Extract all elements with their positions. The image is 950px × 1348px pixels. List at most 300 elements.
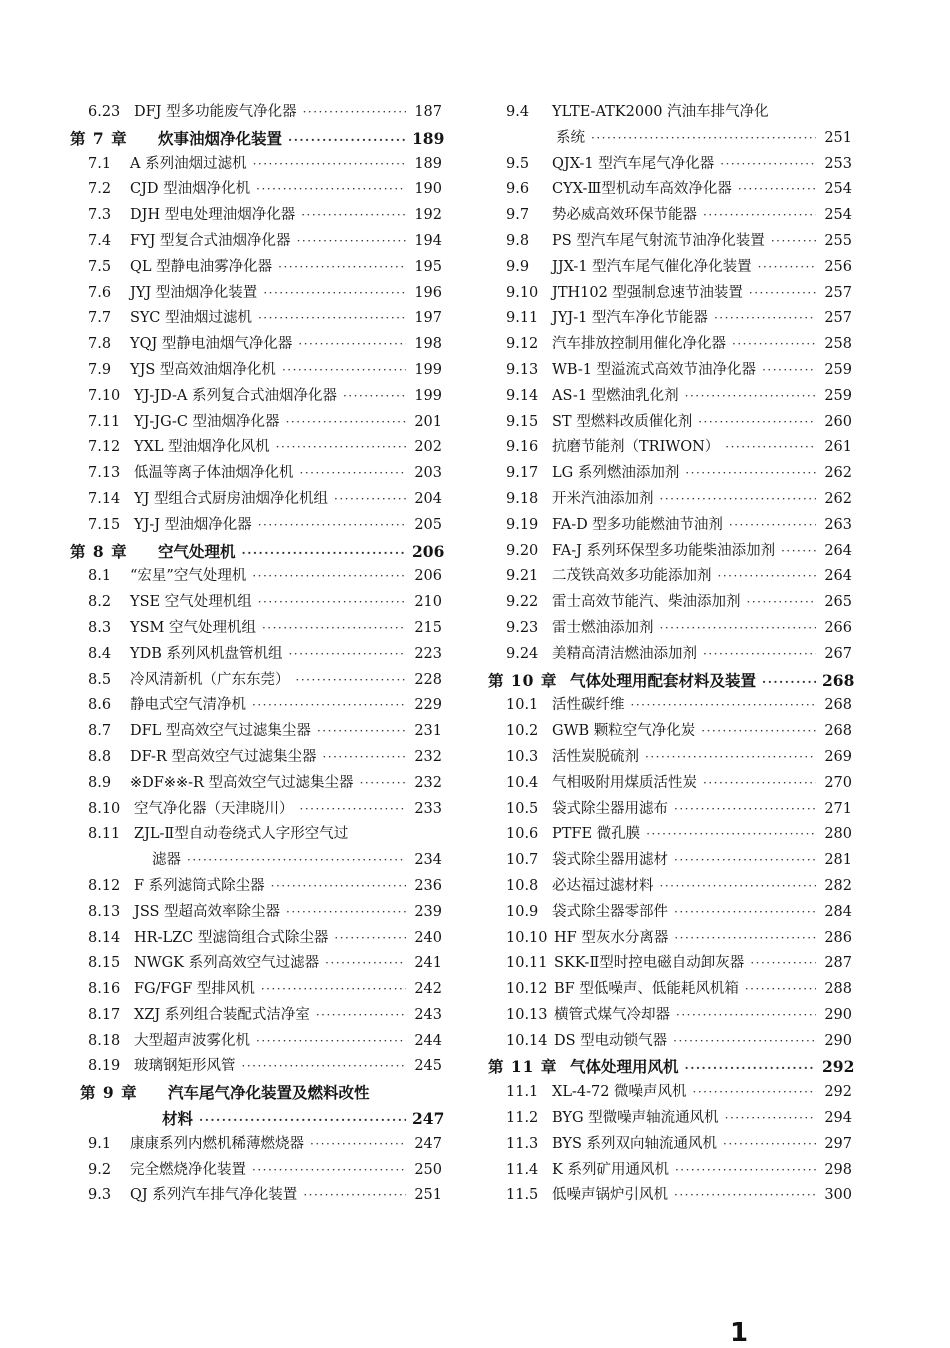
entry-title: 材料 xyxy=(162,1109,194,1129)
dot-leader xyxy=(288,128,406,154)
entry-title: XL-4-72 微噪声风机 xyxy=(552,1084,687,1101)
dot-leader xyxy=(762,358,816,384)
page-ref: 259 xyxy=(824,387,852,404)
page-ref: 263 xyxy=(824,516,852,533)
page-ref: 202 xyxy=(414,439,442,456)
toc-entry xyxy=(488,1158,852,1184)
page-ref: 254 xyxy=(824,181,852,198)
toc-entry xyxy=(70,926,442,952)
toc-entry xyxy=(488,771,852,797)
dot-leader xyxy=(718,564,817,590)
toc-entry xyxy=(70,745,442,771)
page-ref: 282 xyxy=(824,877,852,894)
entry-title: YJS 型高效油烟净化机 xyxy=(130,361,276,378)
toc-entry xyxy=(488,1029,852,1055)
dot-leader xyxy=(646,822,816,848)
entry-title: YQJ 型静电油烟气净化器 xyxy=(130,336,293,353)
page-ref: 189 xyxy=(412,128,445,148)
section-number: 8.8 xyxy=(88,748,112,765)
dot-leader xyxy=(317,719,406,745)
page-ref: 243 xyxy=(414,1006,442,1023)
entry-title: QJX-1 型汽车尾气净化器 xyxy=(552,155,715,172)
dot-leader xyxy=(781,539,816,565)
page-ref: 298 xyxy=(824,1161,852,1178)
section-number: 9.22 xyxy=(506,594,539,611)
dot-leader xyxy=(693,1080,816,1106)
page-ref: 292 xyxy=(824,1084,852,1101)
toc-entry xyxy=(488,822,852,848)
entry-title: “宏星”空气处理机 xyxy=(130,568,247,585)
toc-entry xyxy=(70,384,442,410)
toc-entry xyxy=(70,1003,442,1029)
dot-leader xyxy=(720,152,816,178)
entry-title: 开米汽油添加剂 xyxy=(552,490,654,507)
entry-title: DS 型电动锁气器 xyxy=(554,1032,668,1049)
entry-title: JYJ 型油烟净化装置 xyxy=(130,284,258,301)
entry-title: JSS 型超高效率除尘器 xyxy=(134,903,281,920)
page-ref: 204 xyxy=(414,490,442,507)
page-ref: 192 xyxy=(414,207,442,224)
toc-entry xyxy=(70,848,442,874)
page-ref: 259 xyxy=(824,361,852,378)
entry-title: 空气净化器（天津晓川） xyxy=(134,800,294,817)
page-ref: 262 xyxy=(824,465,852,482)
page-ref: 284 xyxy=(824,903,852,920)
page-ref: 242 xyxy=(414,981,442,998)
entry-title: YSM 空气处理机组 xyxy=(130,619,256,636)
toc-entry xyxy=(70,951,442,977)
dot-leader xyxy=(258,306,406,332)
dot-leader xyxy=(252,693,406,719)
section-number: 9.13 xyxy=(506,361,539,378)
entry-title: YSE 空气处理机组 xyxy=(130,594,252,611)
dot-leader xyxy=(263,281,406,307)
entry-title: 滤器 xyxy=(152,852,181,869)
section-number: 8.1 xyxy=(88,568,112,585)
dot-leader xyxy=(253,152,406,178)
toc-entry xyxy=(70,668,442,694)
page-ref: 203 xyxy=(414,465,442,482)
section-number: 11.3 xyxy=(506,1135,539,1152)
page-ref: 199 xyxy=(414,361,442,378)
toc-entry xyxy=(488,435,852,461)
entry-title: YDB 系列风机盘管机组 xyxy=(130,645,283,662)
toc-left-column xyxy=(70,100,445,1209)
toc-entry xyxy=(488,1003,852,1029)
dot-leader xyxy=(738,177,816,203)
dot-leader xyxy=(343,384,406,410)
entry-title: YLTE-ATK2000 汽油车排气净化 xyxy=(552,104,769,120)
entry-title: GWB 颗粒空气净化炭 xyxy=(552,723,696,740)
dot-leader xyxy=(242,1054,407,1080)
section-number: 9.5 xyxy=(506,155,530,172)
entry-title: FA-J 系列环保型多功能柴油添加剂 xyxy=(552,542,776,559)
dot-leader xyxy=(685,384,816,410)
page-ref: 268 xyxy=(824,723,852,740)
toc-entry xyxy=(488,1132,852,1158)
chapter-number: 第 9 章 xyxy=(80,1083,138,1103)
entry-title: QJ 系列汽车排气净化装置 xyxy=(130,1187,298,1204)
toc-entry xyxy=(70,977,442,1003)
dot-leader xyxy=(325,951,406,977)
toc-entry xyxy=(70,693,442,719)
toc-entry xyxy=(70,203,442,229)
toc-entry xyxy=(70,332,442,358)
toc-entry xyxy=(488,410,852,436)
section-number: 9.4 xyxy=(506,104,530,120)
dot-leader xyxy=(242,541,406,567)
section-number: 8.11 xyxy=(88,826,121,843)
page-ref: 257 xyxy=(824,310,852,327)
toc-entry xyxy=(70,771,442,797)
page-ref: 265 xyxy=(824,594,852,611)
section-number: 10.13 xyxy=(506,1006,548,1023)
entry-title: CJD 型油烟净化机 xyxy=(130,181,251,198)
entry-title: F 系列滤筒式除尘器 xyxy=(134,877,265,894)
toc-entry xyxy=(488,564,852,590)
dot-leader xyxy=(286,900,406,926)
dot-leader xyxy=(316,1003,406,1029)
page-ref: 197 xyxy=(414,310,442,327)
page-ref: 201 xyxy=(414,413,442,430)
toc-chapter-entry xyxy=(70,126,445,152)
page-ref: 223 xyxy=(414,645,442,662)
toc-entry xyxy=(488,332,852,358)
dot-leader xyxy=(322,745,406,771)
entry-title: K 系列矿用通风机 xyxy=(552,1161,669,1178)
page-ref: 198 xyxy=(414,336,442,353)
toc-entry xyxy=(488,152,852,178)
section-number: 9.7 xyxy=(506,207,530,224)
page-ref: 251 xyxy=(824,129,852,146)
entry-title: YJ-JD-A 系列复合式油烟净化器 xyxy=(134,387,337,404)
section-number: 9.8 xyxy=(506,232,530,249)
dot-leader xyxy=(725,1106,816,1132)
section-number: 7.12 xyxy=(88,439,121,456)
dot-leader xyxy=(334,926,406,952)
entry-title: 气体处理用配套材料及装置 xyxy=(570,670,757,690)
page-ref: 190 xyxy=(414,181,442,198)
entry-title: BYS 系列双向轴流通风机 xyxy=(552,1135,718,1152)
section-number: 10.3 xyxy=(506,748,539,765)
section-number: 7.9 xyxy=(88,361,112,378)
dot-leader xyxy=(674,1183,816,1209)
entry-title: SKK-Ⅱ型时控电磁自动卸灰器 xyxy=(554,955,745,972)
entry-title: ZJL-Ⅱ型自动卷绕式人字形空气过 xyxy=(134,826,349,843)
toc-entry xyxy=(488,358,852,384)
entry-title: ST 型燃料改质催化剂 xyxy=(552,413,693,430)
page-ref: 232 xyxy=(414,748,442,765)
page-ref: 236 xyxy=(414,877,442,894)
section-number: 7.3 xyxy=(88,207,112,224)
toc-entry xyxy=(70,797,442,823)
page-ref: 245 xyxy=(414,1058,442,1075)
section-number: 7.8 xyxy=(88,336,112,353)
dot-leader xyxy=(723,1132,816,1158)
section-number: 6.23 xyxy=(88,104,121,120)
toc-entry xyxy=(488,513,852,539)
section-number: 9.9 xyxy=(506,258,530,275)
entry-title: 袋式除尘器零部件 xyxy=(552,903,668,920)
chapter-number: 第 7 章 xyxy=(70,128,128,148)
page-ref: 194 xyxy=(414,232,442,249)
dot-leader xyxy=(660,487,817,513)
section-number: 9.6 xyxy=(506,181,530,198)
toc-entry xyxy=(70,1054,442,1080)
toc-chapter-entry xyxy=(70,539,445,565)
entry-title: YXL 型油烟净化风机 xyxy=(134,439,270,456)
entry-title: 势必威高效环保节能器 xyxy=(552,207,697,224)
section-number: 7.11 xyxy=(88,413,121,430)
section-number: 9.15 xyxy=(506,413,539,430)
dot-leader xyxy=(673,1029,816,1055)
dot-leader xyxy=(261,977,406,1003)
dot-leader xyxy=(758,255,816,281)
entry-title: BF 型低噪声、低能耗风机箱 xyxy=(554,981,739,998)
dot-leader xyxy=(258,590,406,616)
dot-leader xyxy=(252,564,406,590)
entry-title: 袋式除尘器用滤布 xyxy=(552,800,668,817)
entry-title: 必达福过滤材料 xyxy=(552,877,654,894)
toc-entry xyxy=(488,306,852,332)
toc-entry xyxy=(488,1106,852,1132)
section-number: 8.2 xyxy=(88,594,112,611)
page-ref: 290 xyxy=(824,1006,852,1023)
dot-leader xyxy=(745,977,816,1003)
page-ref: 233 xyxy=(414,800,442,817)
dot-leader xyxy=(271,874,406,900)
entry-title: FYJ 型复合式油烟净化器 xyxy=(130,232,291,249)
page-ref: 290 xyxy=(824,1032,852,1049)
dot-leader xyxy=(300,797,407,823)
section-number: 10.2 xyxy=(506,723,539,740)
page-ref: 254 xyxy=(824,207,852,224)
page-ref: 206 xyxy=(414,568,442,585)
page-ref: 247 xyxy=(414,1135,442,1152)
chapter-number: 第 10 章 xyxy=(488,670,558,690)
page-ref: 264 xyxy=(824,542,852,559)
page-ref: 247 xyxy=(412,1109,445,1129)
page-ref: 231 xyxy=(414,723,442,740)
section-number: 7.6 xyxy=(88,284,112,301)
toc-entry xyxy=(70,229,442,255)
dot-leader xyxy=(703,203,816,229)
toc-entry xyxy=(488,1183,852,1209)
page-ref: 257 xyxy=(824,284,852,301)
page-ref: 239 xyxy=(414,903,442,920)
entry-title: DJH 型电处理油烟净化器 xyxy=(130,207,296,224)
dot-leader xyxy=(631,693,817,719)
page-ref: 262 xyxy=(824,490,852,507)
page-number: 1 xyxy=(730,1318,749,1348)
section-number: 7.5 xyxy=(88,258,112,275)
toc-entry xyxy=(70,1132,442,1158)
toc-entry xyxy=(488,1080,852,1106)
page-ref: 195 xyxy=(414,258,442,275)
chapter-number: 第 11 章 xyxy=(488,1057,558,1077)
section-number: 9.20 xyxy=(506,542,539,559)
toc-entry xyxy=(70,435,442,461)
toc-entry xyxy=(488,590,852,616)
section-number: 9.1 xyxy=(88,1135,112,1152)
page-ref: 189 xyxy=(414,155,442,172)
toc-entry xyxy=(70,900,442,926)
page-ref: 280 xyxy=(824,826,852,843)
toc-entry xyxy=(70,642,442,668)
page-ref: 270 xyxy=(824,774,852,791)
dot-leader xyxy=(256,177,406,203)
entry-title: PS 型汽车尾气射流节油净化装置 xyxy=(552,232,765,249)
entry-title: ※DF※※-R 型高效空气过滤集尘器 xyxy=(130,774,354,791)
dot-leader xyxy=(674,926,816,952)
entry-title: 横管式煤气冷却器 xyxy=(554,1006,670,1023)
entry-title: CYX-Ⅲ型机动车高效净化器 xyxy=(552,181,732,198)
section-number: 8.16 xyxy=(88,981,121,998)
entry-title: 玻璃钢矩形风管 xyxy=(134,1058,236,1075)
toc-entry xyxy=(488,616,852,642)
toc-entry xyxy=(70,177,442,203)
entry-title: JTH102 型强制怠速节油装置 xyxy=(552,284,743,301)
entry-title: YJ-JG-C 型油烟净化器 xyxy=(134,413,280,430)
toc-entry xyxy=(70,100,442,126)
page-ref: 241 xyxy=(414,955,442,972)
section-number: 7.1 xyxy=(88,155,112,172)
toc-entry xyxy=(488,461,852,487)
section-number: 9.11 xyxy=(506,310,539,327)
page-ref: 271 xyxy=(824,800,852,817)
toc-chapter-entry xyxy=(70,1106,445,1132)
dot-leader xyxy=(360,771,406,797)
section-number: 10.9 xyxy=(506,903,539,920)
toc-entry xyxy=(70,822,442,848)
toc-entry xyxy=(70,513,442,539)
page-ref: 229 xyxy=(414,697,442,714)
dot-leader xyxy=(660,616,817,642)
entry-title: JYJ-1 型汽车净化节能器 xyxy=(552,310,708,327)
dot-leader xyxy=(732,332,816,358)
page-ref: 286 xyxy=(824,929,852,946)
page-ref: 251 xyxy=(414,1187,442,1204)
page-ref: 261 xyxy=(824,439,852,456)
section-number: 8.12 xyxy=(88,877,121,894)
entry-title: 静电式空气清净机 xyxy=(130,697,246,714)
toc-chapter-entry xyxy=(488,1054,855,1080)
dot-leader xyxy=(282,358,406,384)
entry-title: HR-LZC 型滤筒组合式除尘器 xyxy=(134,929,329,946)
page-ref: 196 xyxy=(414,284,442,301)
page-ref: 292 xyxy=(822,1057,855,1077)
entry-title: 气体处理用风机 xyxy=(570,1057,679,1077)
dot-leader xyxy=(278,255,406,281)
entry-title: 空气处理机 xyxy=(158,541,236,561)
entry-title: 系统 xyxy=(556,129,585,146)
entry-title: FG/FGF 型排风机 xyxy=(134,981,255,998)
entry-title: 冷风清新机（广东东莞） xyxy=(130,671,290,688)
toc-entry xyxy=(70,874,442,900)
dot-leader xyxy=(310,1132,406,1158)
section-number: 9.3 xyxy=(88,1187,112,1204)
entry-title: YJ 型组合式厨房油烟净化机组 xyxy=(134,490,328,507)
toc-entry xyxy=(488,487,852,513)
section-number: 8.4 xyxy=(88,645,112,662)
entry-title: 汽车排放控制用催化净化器 xyxy=(552,336,726,353)
entry-title: 气相吸附用煤质活性炭 xyxy=(552,774,697,791)
dot-leader xyxy=(749,281,816,307)
section-number: 10.1 xyxy=(506,697,539,714)
toc-entry xyxy=(488,229,852,255)
dot-leader xyxy=(199,1108,406,1134)
entry-title: 低温等离子体油烟净化机 xyxy=(134,465,294,482)
page-ref: 253 xyxy=(824,155,852,172)
entry-title: FA-D 型多功能燃油节油剂 xyxy=(552,516,723,533)
toc-entry xyxy=(70,1029,442,1055)
page-ref: 258 xyxy=(824,336,852,353)
page-ref: 267 xyxy=(824,645,852,662)
section-number: 8.15 xyxy=(88,955,121,972)
page-ref: 210 xyxy=(414,594,442,611)
toc-entry xyxy=(70,255,442,281)
dot-leader xyxy=(252,1158,406,1184)
page-ref: 199 xyxy=(414,387,442,404)
section-number: 11.4 xyxy=(506,1161,539,1178)
dot-leader xyxy=(286,410,406,436)
page-ref: 269 xyxy=(824,748,852,765)
toc-entry xyxy=(488,281,852,307)
entry-title: XZJ 系列组合装配式洁净室 xyxy=(134,1006,310,1023)
page-ref: 300 xyxy=(824,1187,852,1204)
dot-leader xyxy=(300,461,407,487)
dot-leader xyxy=(747,590,817,616)
toc-entry xyxy=(70,1183,442,1209)
section-number: 7.4 xyxy=(88,232,112,249)
section-number: 10.4 xyxy=(506,774,539,791)
toc-entry xyxy=(488,900,852,926)
page-ref: 205 xyxy=(414,516,442,533)
toc-entry xyxy=(488,848,852,874)
entry-title: DFL 型高效空气过滤集尘器 xyxy=(130,723,311,740)
section-number: 8.13 xyxy=(88,903,121,920)
section-number: 9.2 xyxy=(88,1161,112,1178)
toc-entry xyxy=(70,487,442,513)
section-number: 10.8 xyxy=(506,877,539,894)
section-number: 11.5 xyxy=(506,1187,539,1204)
toc-entry xyxy=(488,745,852,771)
toc-entry xyxy=(70,358,442,384)
entry-title: A 系列油烟过滤机 xyxy=(130,155,247,172)
page-ref: 266 xyxy=(824,619,852,636)
dot-leader xyxy=(698,410,816,436)
page-ref: 268 xyxy=(824,697,852,714)
section-number: 9.18 xyxy=(506,490,539,507)
entry-title: 袋式除尘器用滤材 xyxy=(552,852,668,869)
section-number: 7.15 xyxy=(88,516,121,533)
entry-title: 低噪声锅炉引风机 xyxy=(552,1187,668,1204)
dot-leader xyxy=(729,513,816,539)
page-ref: 232 xyxy=(414,774,442,791)
toc-entry xyxy=(488,719,852,745)
entry-title: DF-R 型高效空气过滤集尘器 xyxy=(130,748,317,765)
section-number: 8.9 xyxy=(88,774,112,791)
dot-leader xyxy=(701,719,816,745)
dot-leader xyxy=(685,1056,816,1082)
entry-title: JJX-1 型汽车尾气催化净化装置 xyxy=(552,258,752,275)
section-number: 10.7 xyxy=(506,852,539,869)
toc-right-column xyxy=(488,100,855,1209)
page-ref: 287 xyxy=(824,955,852,972)
section-number: 8.14 xyxy=(88,929,121,946)
dot-leader xyxy=(762,670,816,696)
entry-title: BYG 型微噪声轴流通风机 xyxy=(552,1110,719,1127)
